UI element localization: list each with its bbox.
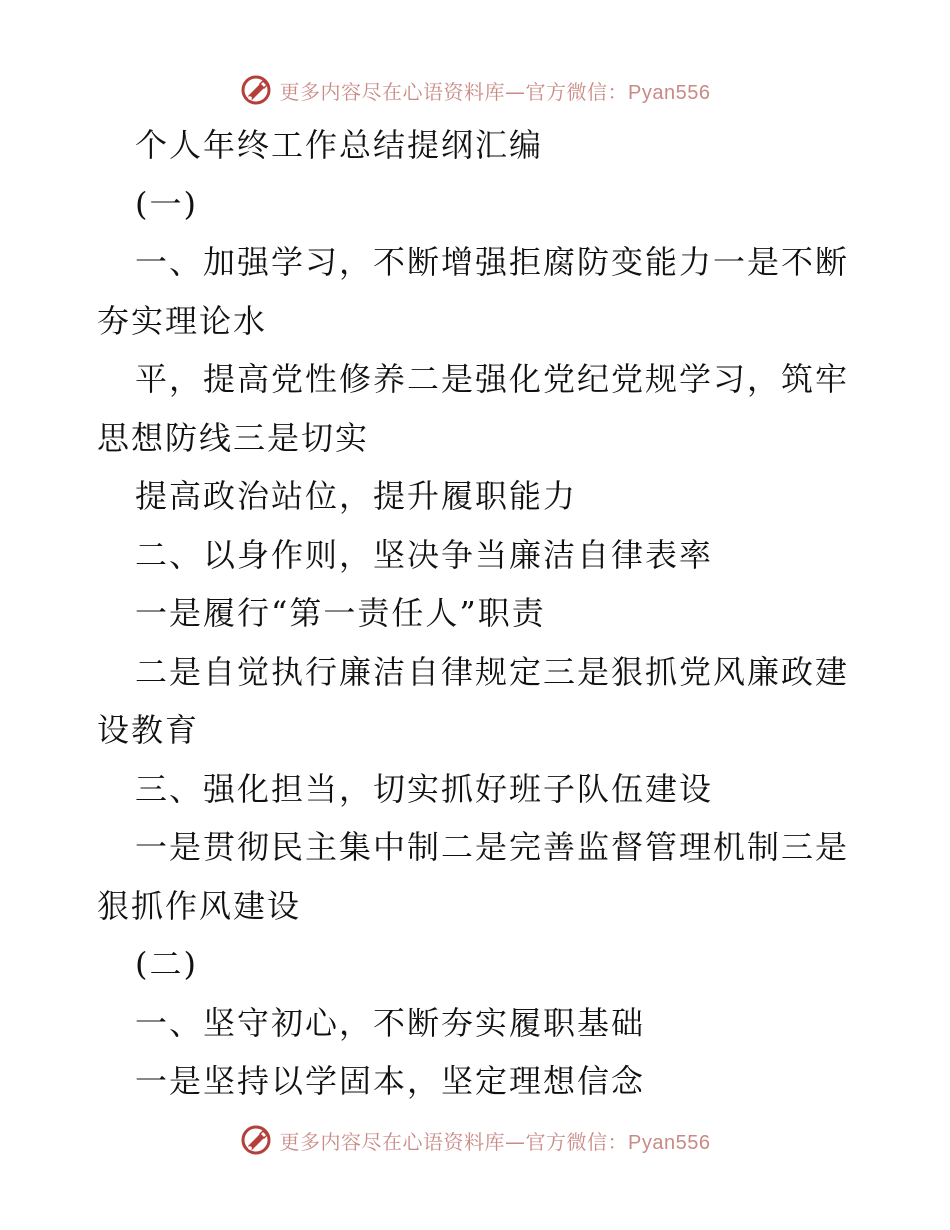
document-line: 提高政治站位，提升履职能力 bbox=[135, 477, 578, 515]
document-line: 个人年终工作总结提纲汇编 bbox=[135, 126, 544, 164]
footer-watermark bbox=[0, 1120, 950, 1160]
document-line: 三、强化担当，切实抓好班子队伍建设 bbox=[135, 769, 714, 808]
document-line: 一、坚守初心，不断夯实履职基础 bbox=[135, 1003, 646, 1042]
document-line: 狠抓作风建设 bbox=[97, 886, 302, 925]
document-line: (一) bbox=[135, 184, 198, 223]
document-body bbox=[97, 116, 857, 1111]
header-watermark bbox=[0, 70, 950, 110]
watermark-text: 更多内容尽在心语资料库—官方微信：Pyan556 bbox=[279, 1129, 711, 1154]
pen-logo-icon bbox=[240, 74, 272, 106]
document-line: 思想防线三是切实 bbox=[97, 418, 370, 457]
document-line: 夯实理论水 bbox=[97, 301, 268, 340]
watermark-text: 更多内容尽在心语资料库—官方微信：Pyan556 bbox=[279, 79, 711, 104]
document-line: 二、以身作则，坚决争当廉洁自律表率 bbox=[135, 535, 714, 574]
document-line: 平，提高党性修养二是强化党纪党规学习，筑牢 bbox=[135, 360, 850, 398]
pen-logo-icon bbox=[240, 1124, 272, 1156]
document-line: 二是自觉执行廉洁自律规定三是狠抓党风廉政建 bbox=[135, 652, 850, 691]
document-line: 设教育 bbox=[97, 711, 200, 749]
document-line: (二) bbox=[135, 945, 198, 983]
document-line: 一是坚持以学固本，坚定理想信念 bbox=[135, 1062, 646, 1100]
document-line: 一是履行“第一责任人”职责 bbox=[135, 594, 546, 632]
document-line: 一是贯彻民主集中制二是完善监督管理机制三是 bbox=[135, 828, 850, 866]
document-line: 一、加强学习，不断增强拒腐防变能力一是不断 bbox=[135, 243, 850, 281]
